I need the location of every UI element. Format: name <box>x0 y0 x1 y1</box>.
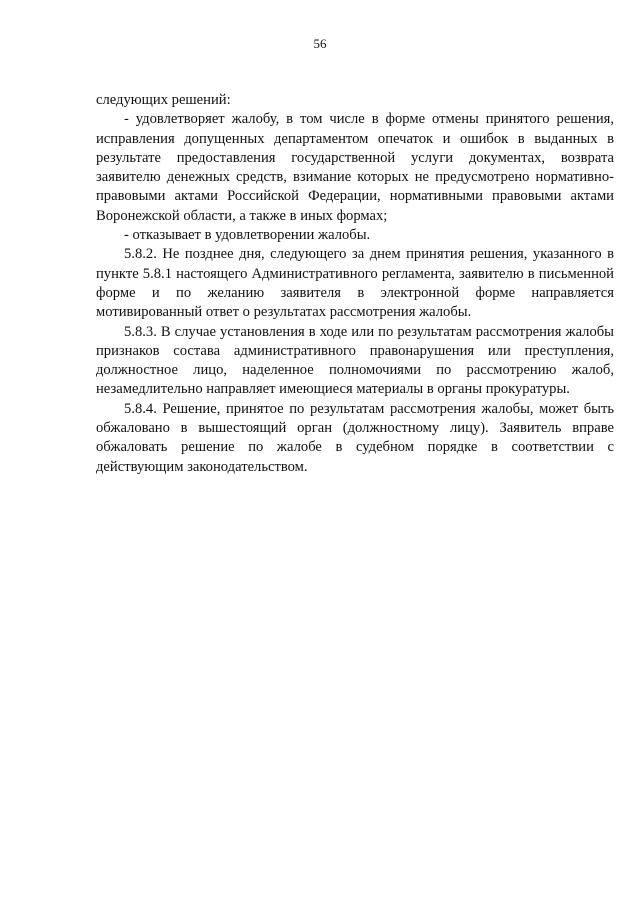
paragraph-decisions-intro: следующих решений: <box>96 92 231 108</box>
paragraph-reject-complaint: - отказывает в удовлетворении жалобы. <box>124 227 371 244</box>
page-number: 56 <box>313 36 327 51</box>
paragraph-5-8-2: 5.8.2. Не позднее дня, следующего за днем принятия решения, указанного в пункте 5.8.1 настоящего Административного регламента, заявителю в письменной форме и по желанию заявителя в электронной форме направляется мотивированный ответ о результатах рассмотрения жалобы. <box>96 246 614 321</box>
paragraph-5-8-3: 5.8.3. В случае установления в ходе или по результатам рассмотрения жалобы признаков состава административного правонарушения или преступления, должностное лицо, наделенное полномочиями по рассмотрению жалоб, незамедлительно направляет имеющиеся материалы в органы прокуратуры. <box>96 323 614 398</box>
paragraph-satisfy-complaint: - удовлетворяет жалобу, в том числе в форме отмены принятого решения, исправления допущенных департаментом опечаток и ошибок в выданных в результате предоставления государственной услуги документах, возврата заявителю денежных средств, взимание которых не предусмотрено нормативно-правовыми актами Российской Федерации, нормативными правовыми актами Воронежской области, а также в иных формах; <box>96 111 614 224</box>
paragraph-5-8-4: 5.8.4. Решение, принятое по результатам рассмотрения жалобы, может быть обжаловано в вышестоящий орган (должностному лицу). Заявитель вправе обжаловать решение по жалобе в судебном порядке в соответствии с действующим законодательством. <box>96 400 614 475</box>
document-body <box>96 91 614 477</box>
